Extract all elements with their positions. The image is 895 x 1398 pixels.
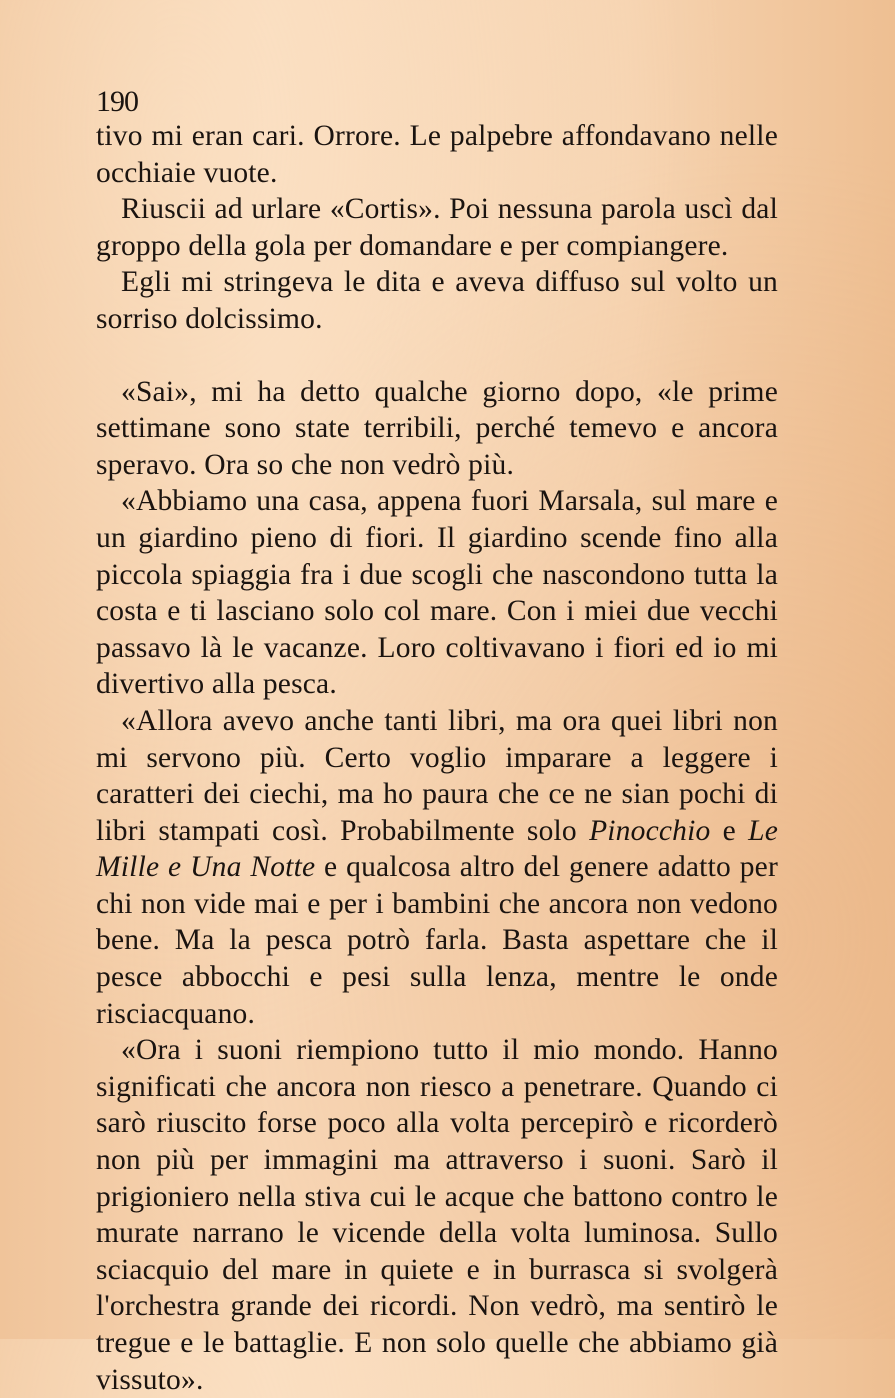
paragraph-2: Riuscii ad urlare «Cortis». Poi nessuna parola uscì dal groppo della gola per domandare e per compiangere. [96,193,778,262]
paragraph-7: «Ora i suoni riempiono tutto il mio mondo. Hanno significati che ancora non riesco a penetrare. Quando ci sarò riuscito forse poco alla volta percepirò e ricorderò non più per immagini ma attraverso i suoni. Sarò il prigioniero nella stiva cui le acque che battono contro le murate narrano le vicende della volta luminosa. Sullo sciacquio del mare in quiete e in burrasca si svolgerà l'orchestra grande dei ricordi. Non vedrò, ma sentirò le tregue e le battaglie. E non solo quelle che abbiamo già vissuto». [96,1034,778,1396]
book-title-pinocchio: Pinocchio [589,814,711,847]
paragraph-6-part-3: e qualcosa altro del genere adatto per chi non vide mai e per i bambini che ancora non vedono bene. Ma la pesca potrò farla. Basta aspettare che il pesce abbocchi e pesi sulla lenza, mentre le onde risciacquano. [96,851,778,1030]
paragraph-6 [96,703,778,1032]
paragraph-3: Egli mi stringeva le dita e aveva diffuso sul volto un sorriso dolcissimo. [96,266,778,335]
paragraph-6-part-2: e [710,814,749,847]
book-title-mille-notte: Le Mille e Una Notte [96,814,778,884]
paragraph-1: tivo mi eran cari. Orrore. Le palpebre affondavano nelle occhiaie vuote. [96,120,778,189]
page-number: 190 [96,85,138,118]
body-text [96,118,778,1398]
paragraph-5: «Abbiamo una casa, appena fuori Marsala, sul mare e un giardino pieno di fiori. Il giardino scende fino alla piccola spiaggia fra i due scogli che nascondono tutta la costa e ti lasciano solo col mare. Con i miei due vecchi passavo là le vacanze. Loro coltivavano i fiori ed io mi divertivo alla pesca. [96,485,778,701]
paragraph-4: «Sai», mi ha detto qualche giorno dopo, «le prime settimane sono state terribili, perché temevo e ancora speravo. Ora so che non vedrò più. [96,375,778,481]
paragraph-6-part-1: «Allora avevo anche tanti libri, ma ora quei libri non mi servono più. Certo voglio imparare a leggere i caratteri dei ciechi, ma ho paura che ce ne sian pochi di libri stampati così. Probabilmente solo [96,704,778,847]
